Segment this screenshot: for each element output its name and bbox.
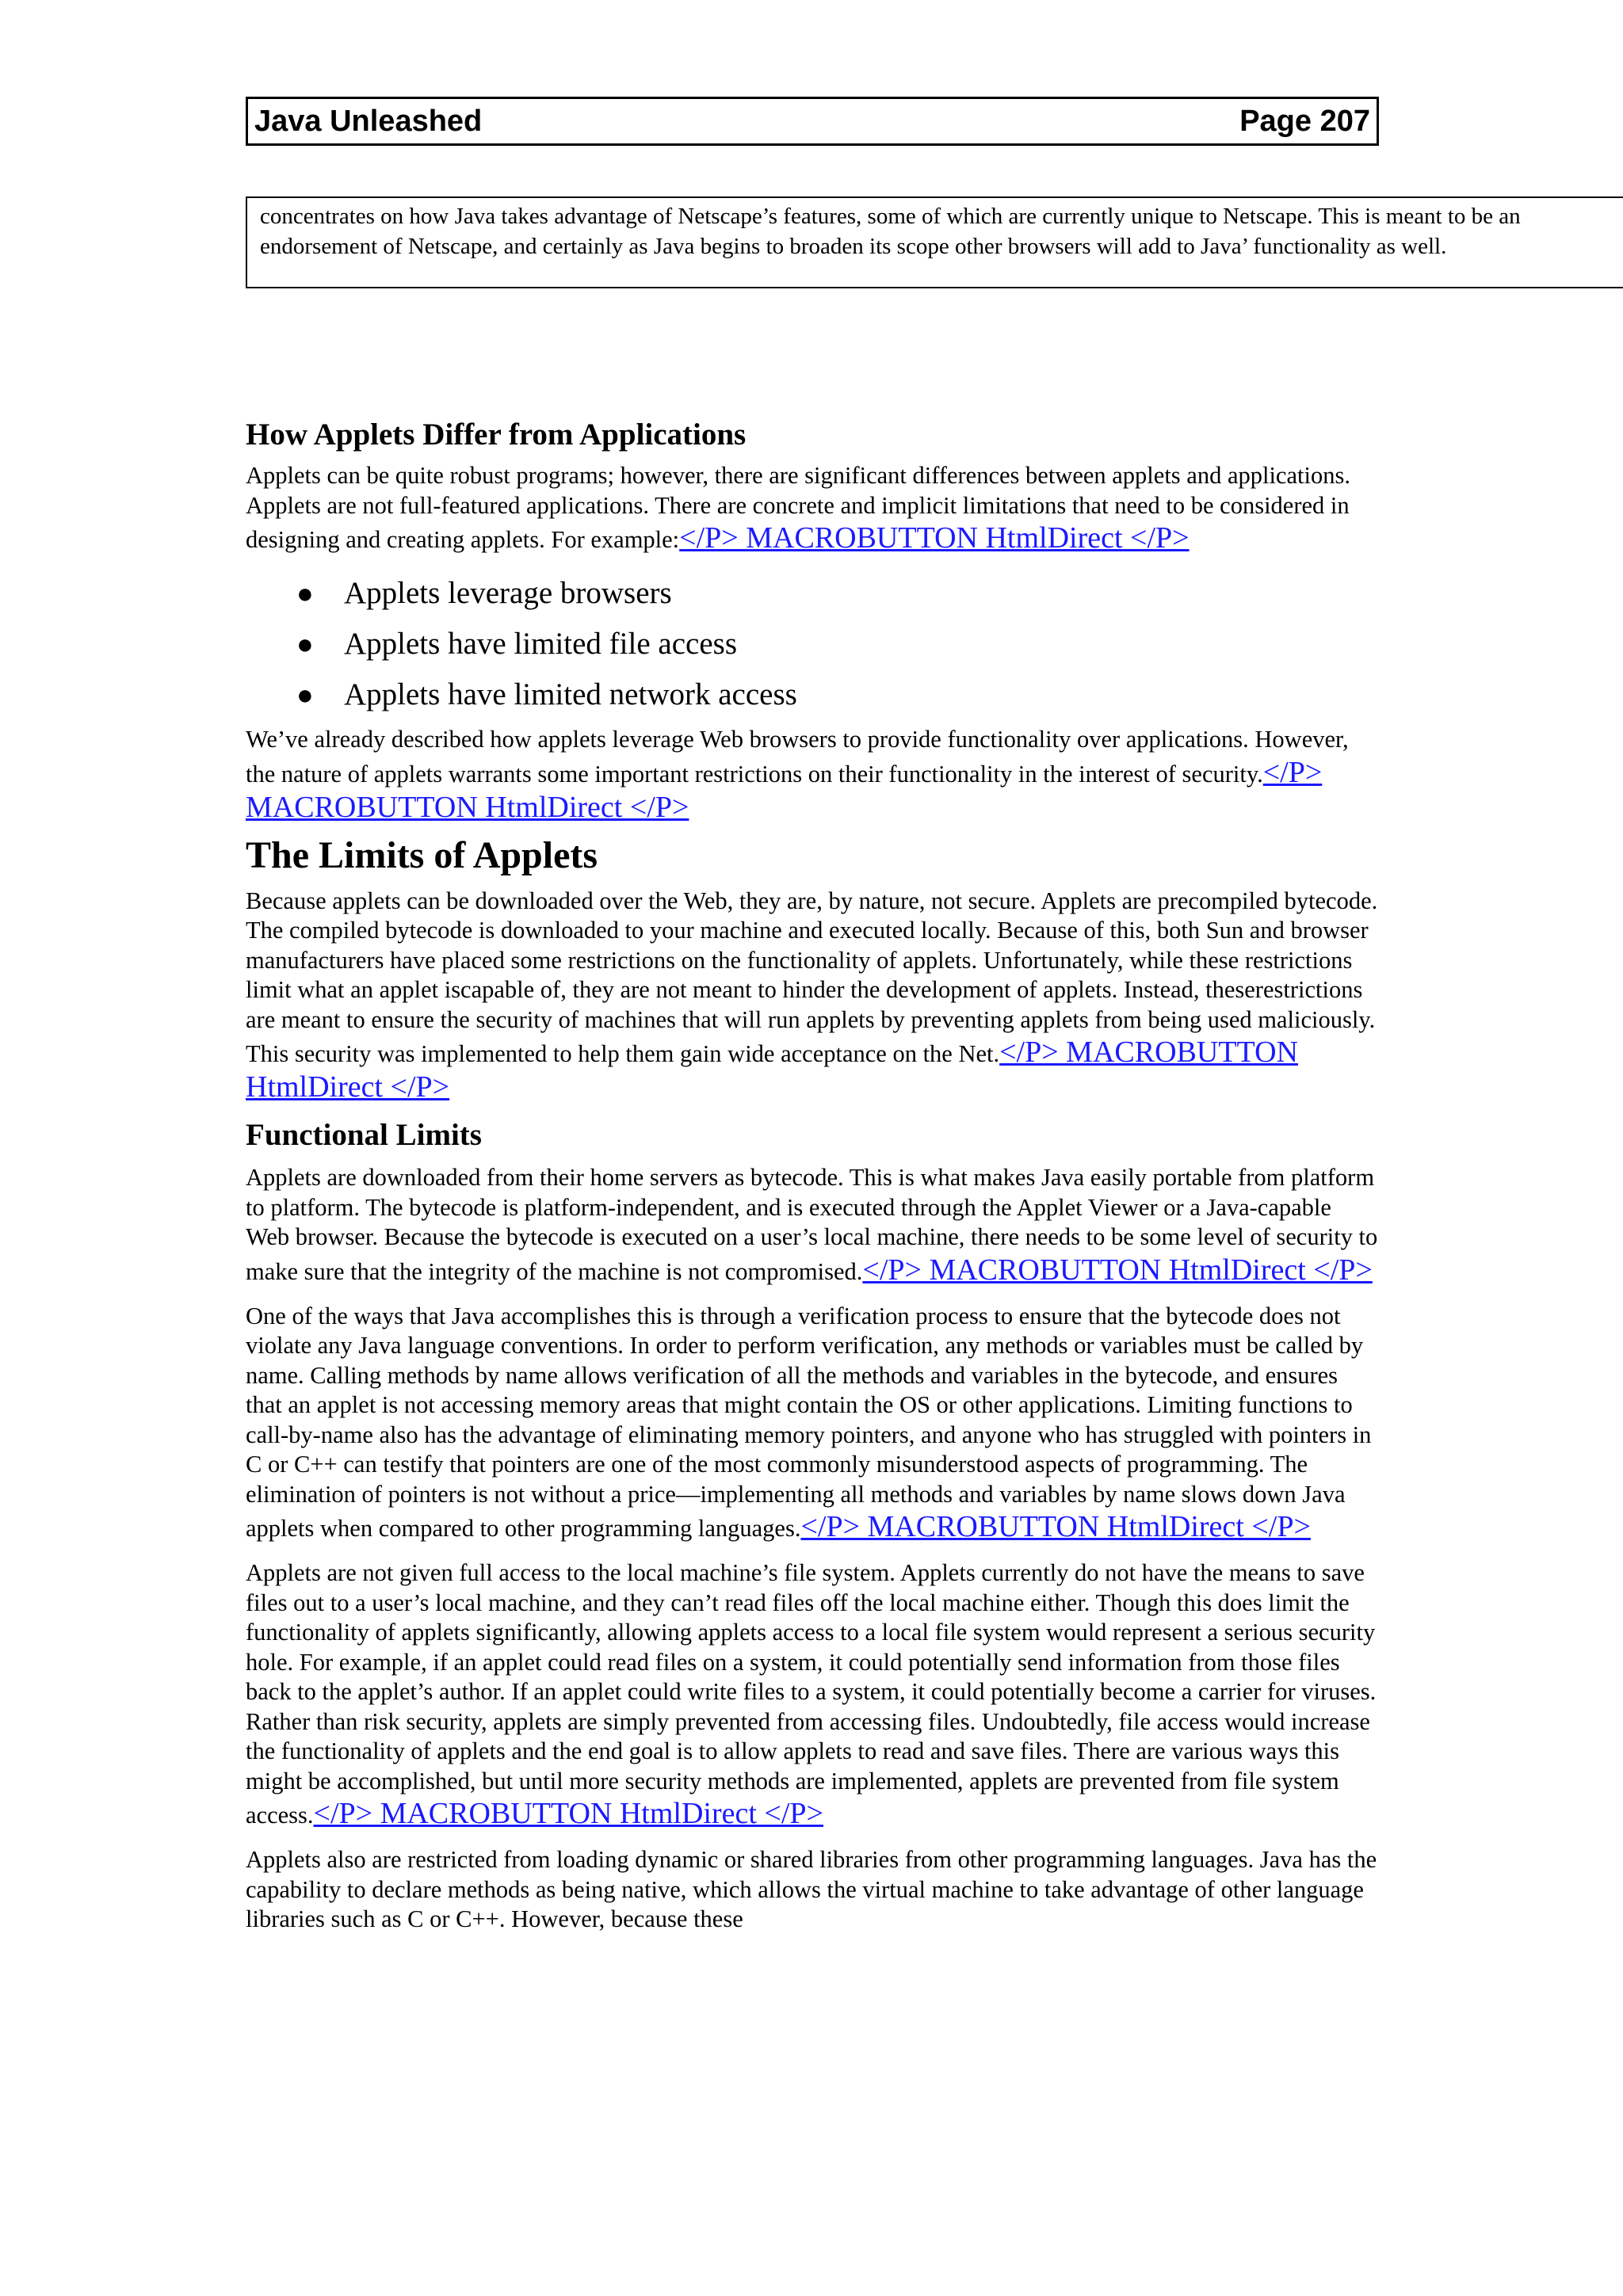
paragraph (246, 887, 1379, 1105)
section-heading-applets-differ: How Applets Differ from Applications (246, 418, 747, 452)
list-item-label: Applets have limited file access (344, 627, 737, 661)
section-heading-functional-limits: Functional Limits (246, 1118, 482, 1152)
book-title: Java Unleashed (254, 105, 483, 138)
paragraph (246, 1558, 1379, 1831)
list-item (246, 619, 1379, 669)
paragraph-text: One of the ways that Java accomplishes this is through a verification process to ensure that the bytecode does not violate any Java language conventions. In order to perform verification, any methods or variables must be called by name. Calling methods by name allows verification of all the methods and variables in the bytecode, and ensures that an applet is not accessing memory areas that might contain the OS or other applications. Limiting functions to call-by-name also has the advantage of eliminating memory pointers, and anyone who has struggled with pointers in C or C++ can testify that pointers are one of the most commonly misunderstood aspects of programming. The elimination of pointers is not without a price—implementing all methods and variables by name slows down Java applets when compared to other programming languages. (246, 1302, 1372, 1542)
bullet-list (246, 568, 1379, 720)
paragraph-text: We’ve already described how applets leverage Web browsers to provide functionality over applications. However, the nature of applets warrants some important restrictions on their functionality in the interest of security. (246, 726, 1349, 788)
paragraph (246, 1163, 1379, 1287)
paragraph-text: Applets are not given full access to the local machine’s file system. Applets currently do not have the means to save files out to a user’s local machine, and they can’t read files off the local machine either. Though this does limit the functionality of applets significantly, allowing applets access to a local file system would represent a serious security hole. For example, if an applet could read files on a system, it could potentially send information from those files back to the applet’s author. If an applet could write files to a system, it could potentially become a carrier for viruses. Rather than risk security, applets are simply prevented from accessing files. Undoubtedly, file access would increase the functionality of applets and the end goal is to allow applets to read and save files. There are various ways this might be accomplished, but until more security methods are implemented, applets are prevented from file system access. (246, 1559, 1377, 1829)
page-number: Page 207 (1239, 105, 1370, 138)
paragraph-text: Because applets can be downloaded over the Web, they are, by nature, not secure. Applets are precompiled bytecode. The compiled bytecode is downloaded to your machine and executed locally. Because of this, both Sun and browser manufacturers have placed some restrictions on the functionality of applets. Unfortunately, while these restrictions limit what an applet iscapable of, they are not meant to hinder the development of applets. Instead, theserestrictions are meant to ensure the security of machines that will run applets by preventing applets from being used maliciously. This security was implemented to help them gain wide acceptance on the Net. (246, 887, 1378, 1067)
page-header (246, 97, 1379, 146)
macrobutton-link[interactable]: </P> MACROBUTTON HtmlDirect </P> (800, 1510, 1311, 1543)
macrobutton-link[interactable]: </P> MACROBUTTON HtmlDirect </P> (679, 521, 1190, 555)
document-page (246, 97, 1521, 1932)
list-item-label: Applets have limited network access (344, 677, 797, 711)
macrobutton-link[interactable]: </P> MACROBUTTON HtmlDirect </P> (246, 1035, 1298, 1104)
paragraph (246, 725, 1379, 825)
page-content (246, 318, 1379, 1935)
macrobutton-link[interactable]: </P> MACROBUTTON HtmlDirect </P> (246, 755, 1323, 824)
paragraph (246, 1845, 1379, 1935)
macrobutton-link[interactable]: </P> MACROBUTTON HtmlDirect </P> (313, 1797, 823, 1830)
list-item (246, 568, 1379, 619)
bullet-icon: ● (296, 679, 314, 711)
paragraph-text: Applets can be quite robust programs; however, there are significant differences between applets and applications. Applets are not full-featured applications. There are concrete and implicit limitations that need to be considered in designing and creating applets. For example: (246, 462, 1350, 553)
paragraph-text: Applets are downloaded from their home servers as bytecode. This is what makes Java easily portable from platform to platform. The bytecode is platform-independent, and is executed through the Applet Viewer or a Java-capable Web browser. Because the bytecode is executed on a user’s local machine, there needs to be some level of security to make sure that the integrity of the machine is not compromised. (246, 1164, 1378, 1285)
macrobutton-link[interactable]: </P> MACROBUTTON HtmlDirect </P> (862, 1253, 1373, 1287)
list-item (246, 669, 1379, 720)
section-heading-limits-of-applets: The Limits of Applets (246, 833, 598, 876)
list-item-label: Applets leverage browsers (344, 576, 672, 610)
bullet-icon: ● (296, 578, 314, 609)
paragraph-text: Applets also are restricted from loading dynamic or shared libraries from other programming languages. Java has the capability to declare methods as being native, which allows the virtual machine to take advantage of other language libraries such as C or C++. However, because these (246, 1846, 1377, 1932)
paragraph (246, 461, 1379, 555)
note-box: concentrates on how Java takes advantage of Netscape’s features, some of which are currently unique to Netscape. This is meant to be an endorsement of Netscape, and certainly as Java begins to broaden its scope other browsers will add to Java’ functionality as well. (246, 196, 1623, 288)
bullet-icon: ● (296, 628, 314, 660)
paragraph (246, 1302, 1379, 1545)
